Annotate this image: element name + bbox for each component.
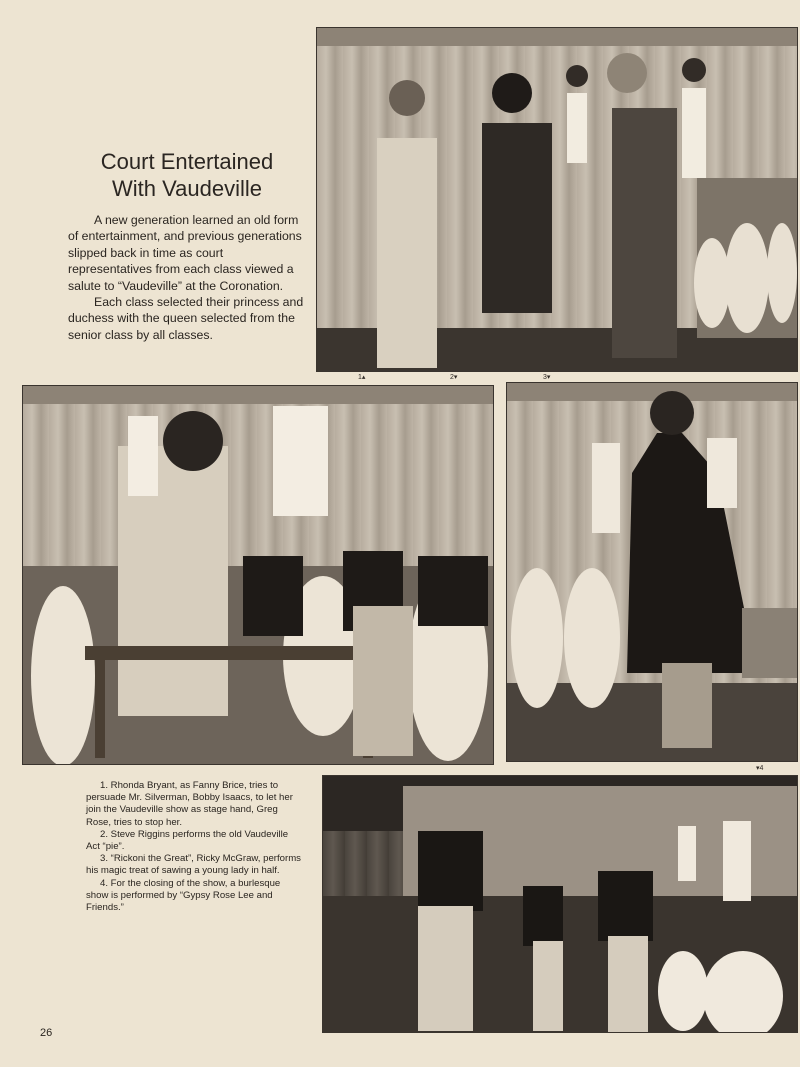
title-line-1: Court Entertained xyxy=(100,149,274,174)
photo-fanny-brice-table xyxy=(22,385,494,765)
body-paragraph: Each class selected their princess and duchess with the queen selected from the senior class by all classes. xyxy=(68,295,304,342)
photo-marker-2: 2▾ xyxy=(450,374,458,381)
photo-captions xyxy=(86,780,304,914)
photo-magician-cape xyxy=(506,382,798,762)
caption-item: 4. For the closing of the show, a burlesque show is performed by “Gypsy Rose Lee and Friends.” xyxy=(86,877,281,914)
article-body xyxy=(68,212,308,343)
article-title xyxy=(62,148,312,202)
photo-marker-1: 1▴ xyxy=(358,374,366,381)
photo-marker-3: 3▾ xyxy=(543,374,551,381)
title-line-2: With Vaudeville xyxy=(112,176,262,201)
body-paragraph: A new generation learned an old form of entertainment, and previous generations slipped back in time as court representatives from each class viewed a salute to “Vaudeville” at the Coronation. xyxy=(68,213,302,293)
caption-item: 2. Steve Riggins performs the old Vaudeville Act “pie”. xyxy=(86,828,289,853)
page-number: 26 xyxy=(40,1027,53,1039)
photo-stage-puppets-top xyxy=(316,27,798,372)
photo-burlesque-show xyxy=(322,775,798,1033)
photo-marker-4: ▾4 xyxy=(756,765,764,772)
caption-item: 1. Rhonda Bryant, as Fanny Brice, tries to persuade Mr. Silverman, Bobby Isaacs, to let her join the Vaudeville show as stage hand, Greg Rose, tries to stop her. xyxy=(86,780,293,828)
caption-item: 3. “Rickoni the Great”, Ricky McGraw, performs his magic treat of sawing a young lady in half. xyxy=(86,853,301,877)
